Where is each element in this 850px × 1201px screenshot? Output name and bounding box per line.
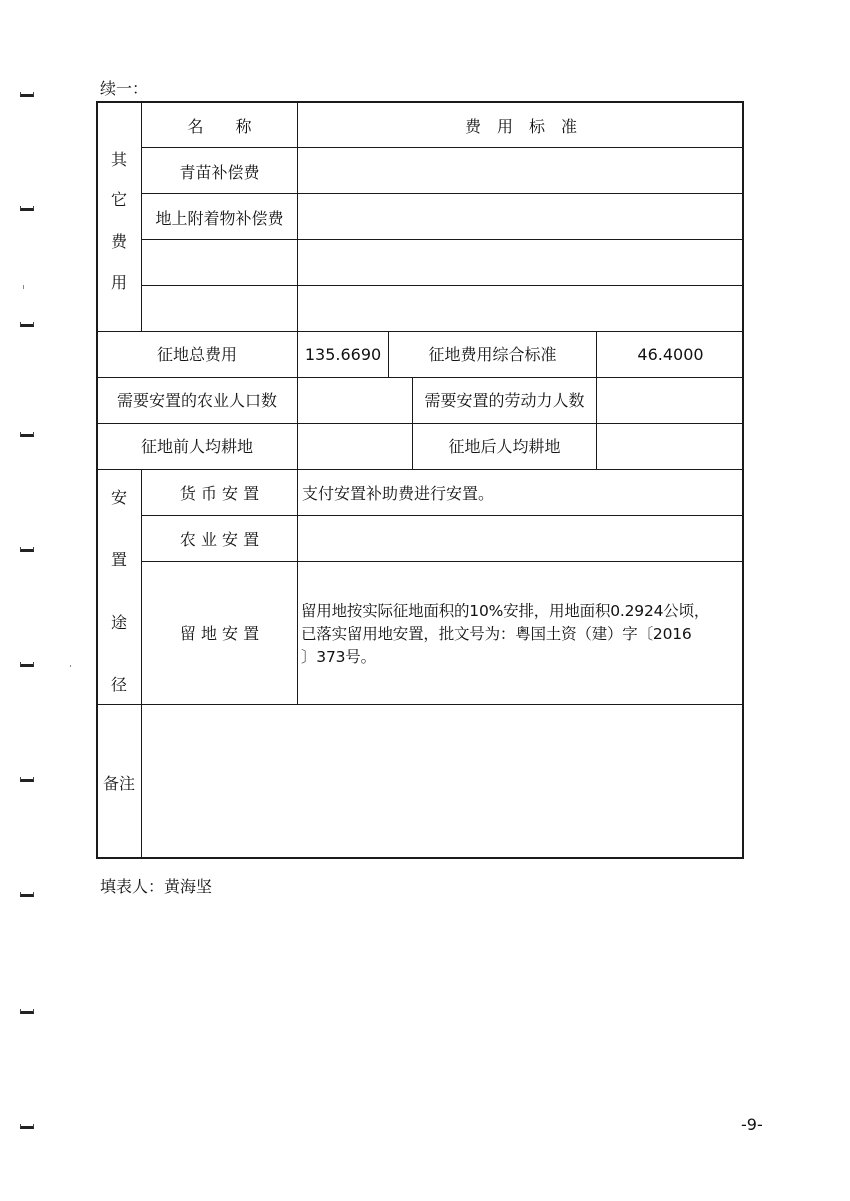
farmland-before-label: 征地前人均耕地 [140, 437, 253, 456]
cost-standard-label: 征地费用综合标准 [428, 345, 557, 364]
farmland-after-label: 征地后人均耕地 [448, 437, 561, 456]
binding-mark [20, 206, 34, 211]
form-filler: 填表人：黄海坚 [100, 877, 213, 896]
binding-mark [20, 1009, 34, 1014]
col-divider [297, 469, 298, 704]
row-divider [141, 239, 744, 240]
row-divider [141, 147, 744, 148]
fee-name-cell: 地上附着物补偿费 [155, 209, 284, 228]
agri-resettlement-label: 农 业 安 置 [179, 530, 260, 549]
row-divider [141, 193, 744, 194]
page-number: -9- [741, 1115, 763, 1134]
scan-speck [23, 285, 24, 289]
row-divider [96, 331, 744, 332]
row-divider [96, 469, 744, 470]
binding-mark [20, 547, 34, 552]
binding-mark [20, 322, 34, 327]
continuation-label: 续一： [100, 79, 149, 98]
scan-speck [70, 665, 71, 667]
section-char: 安 [110, 488, 127, 507]
reserved-land-line: 已落实留用地安置，批文号为：粤国土资（建）字〔2016 [301, 625, 692, 643]
binding-mark [20, 777, 34, 782]
section-char: 置 [110, 550, 127, 569]
reserved-land-label: 留 地 安 置 [179, 624, 260, 643]
total-cost-label: 征地总费用 [156, 345, 237, 364]
binding-mark [20, 432, 34, 437]
remarks-label: 备注 [102, 774, 135, 793]
section-char: 径 [110, 675, 127, 694]
name-column-header: 名 称 [187, 117, 252, 136]
binding-mark [20, 1124, 34, 1129]
reserved-land-line: 留用地按实际征地面积的10%安排，用地面积0.2924公顷， [301, 602, 710, 620]
cost-standard-value: 46.4000 [637, 345, 704, 364]
binding-mark [20, 92, 34, 97]
col-divider [141, 704, 142, 859]
section-char: 其 [110, 150, 127, 169]
section-char: 费 [110, 232, 127, 251]
section-char: 它 [110, 190, 127, 209]
row-divider [96, 377, 744, 378]
total-cost-value: 135.6690 [304, 345, 382, 364]
binding-mark [20, 662, 34, 667]
agri-population-label: 需要安置的农业人口数 [116, 391, 277, 410]
fee-name-cell: 青苗补偿费 [179, 163, 260, 182]
row-divider [141, 515, 744, 516]
monetary-resettlement-label: 货 币 安 置 [179, 484, 260, 503]
binding-mark [20, 892, 34, 897]
row-divider [96, 704, 744, 705]
section-char: 用 [110, 273, 127, 292]
standard-column-header: 费 用 标 准 [464, 117, 577, 136]
section-char: 途 [110, 613, 127, 632]
row-divider [96, 423, 744, 424]
monetary-resettlement-value: 支付安置补助费进行安置。 [302, 484, 495, 503]
reserved-land-line: 〕373号。 [301, 648, 376, 666]
row-divider [141, 561, 744, 562]
labor-count-label: 需要安置的劳动力人数 [424, 391, 585, 410]
row-divider [141, 285, 744, 286]
col-divider [141, 469, 142, 704]
